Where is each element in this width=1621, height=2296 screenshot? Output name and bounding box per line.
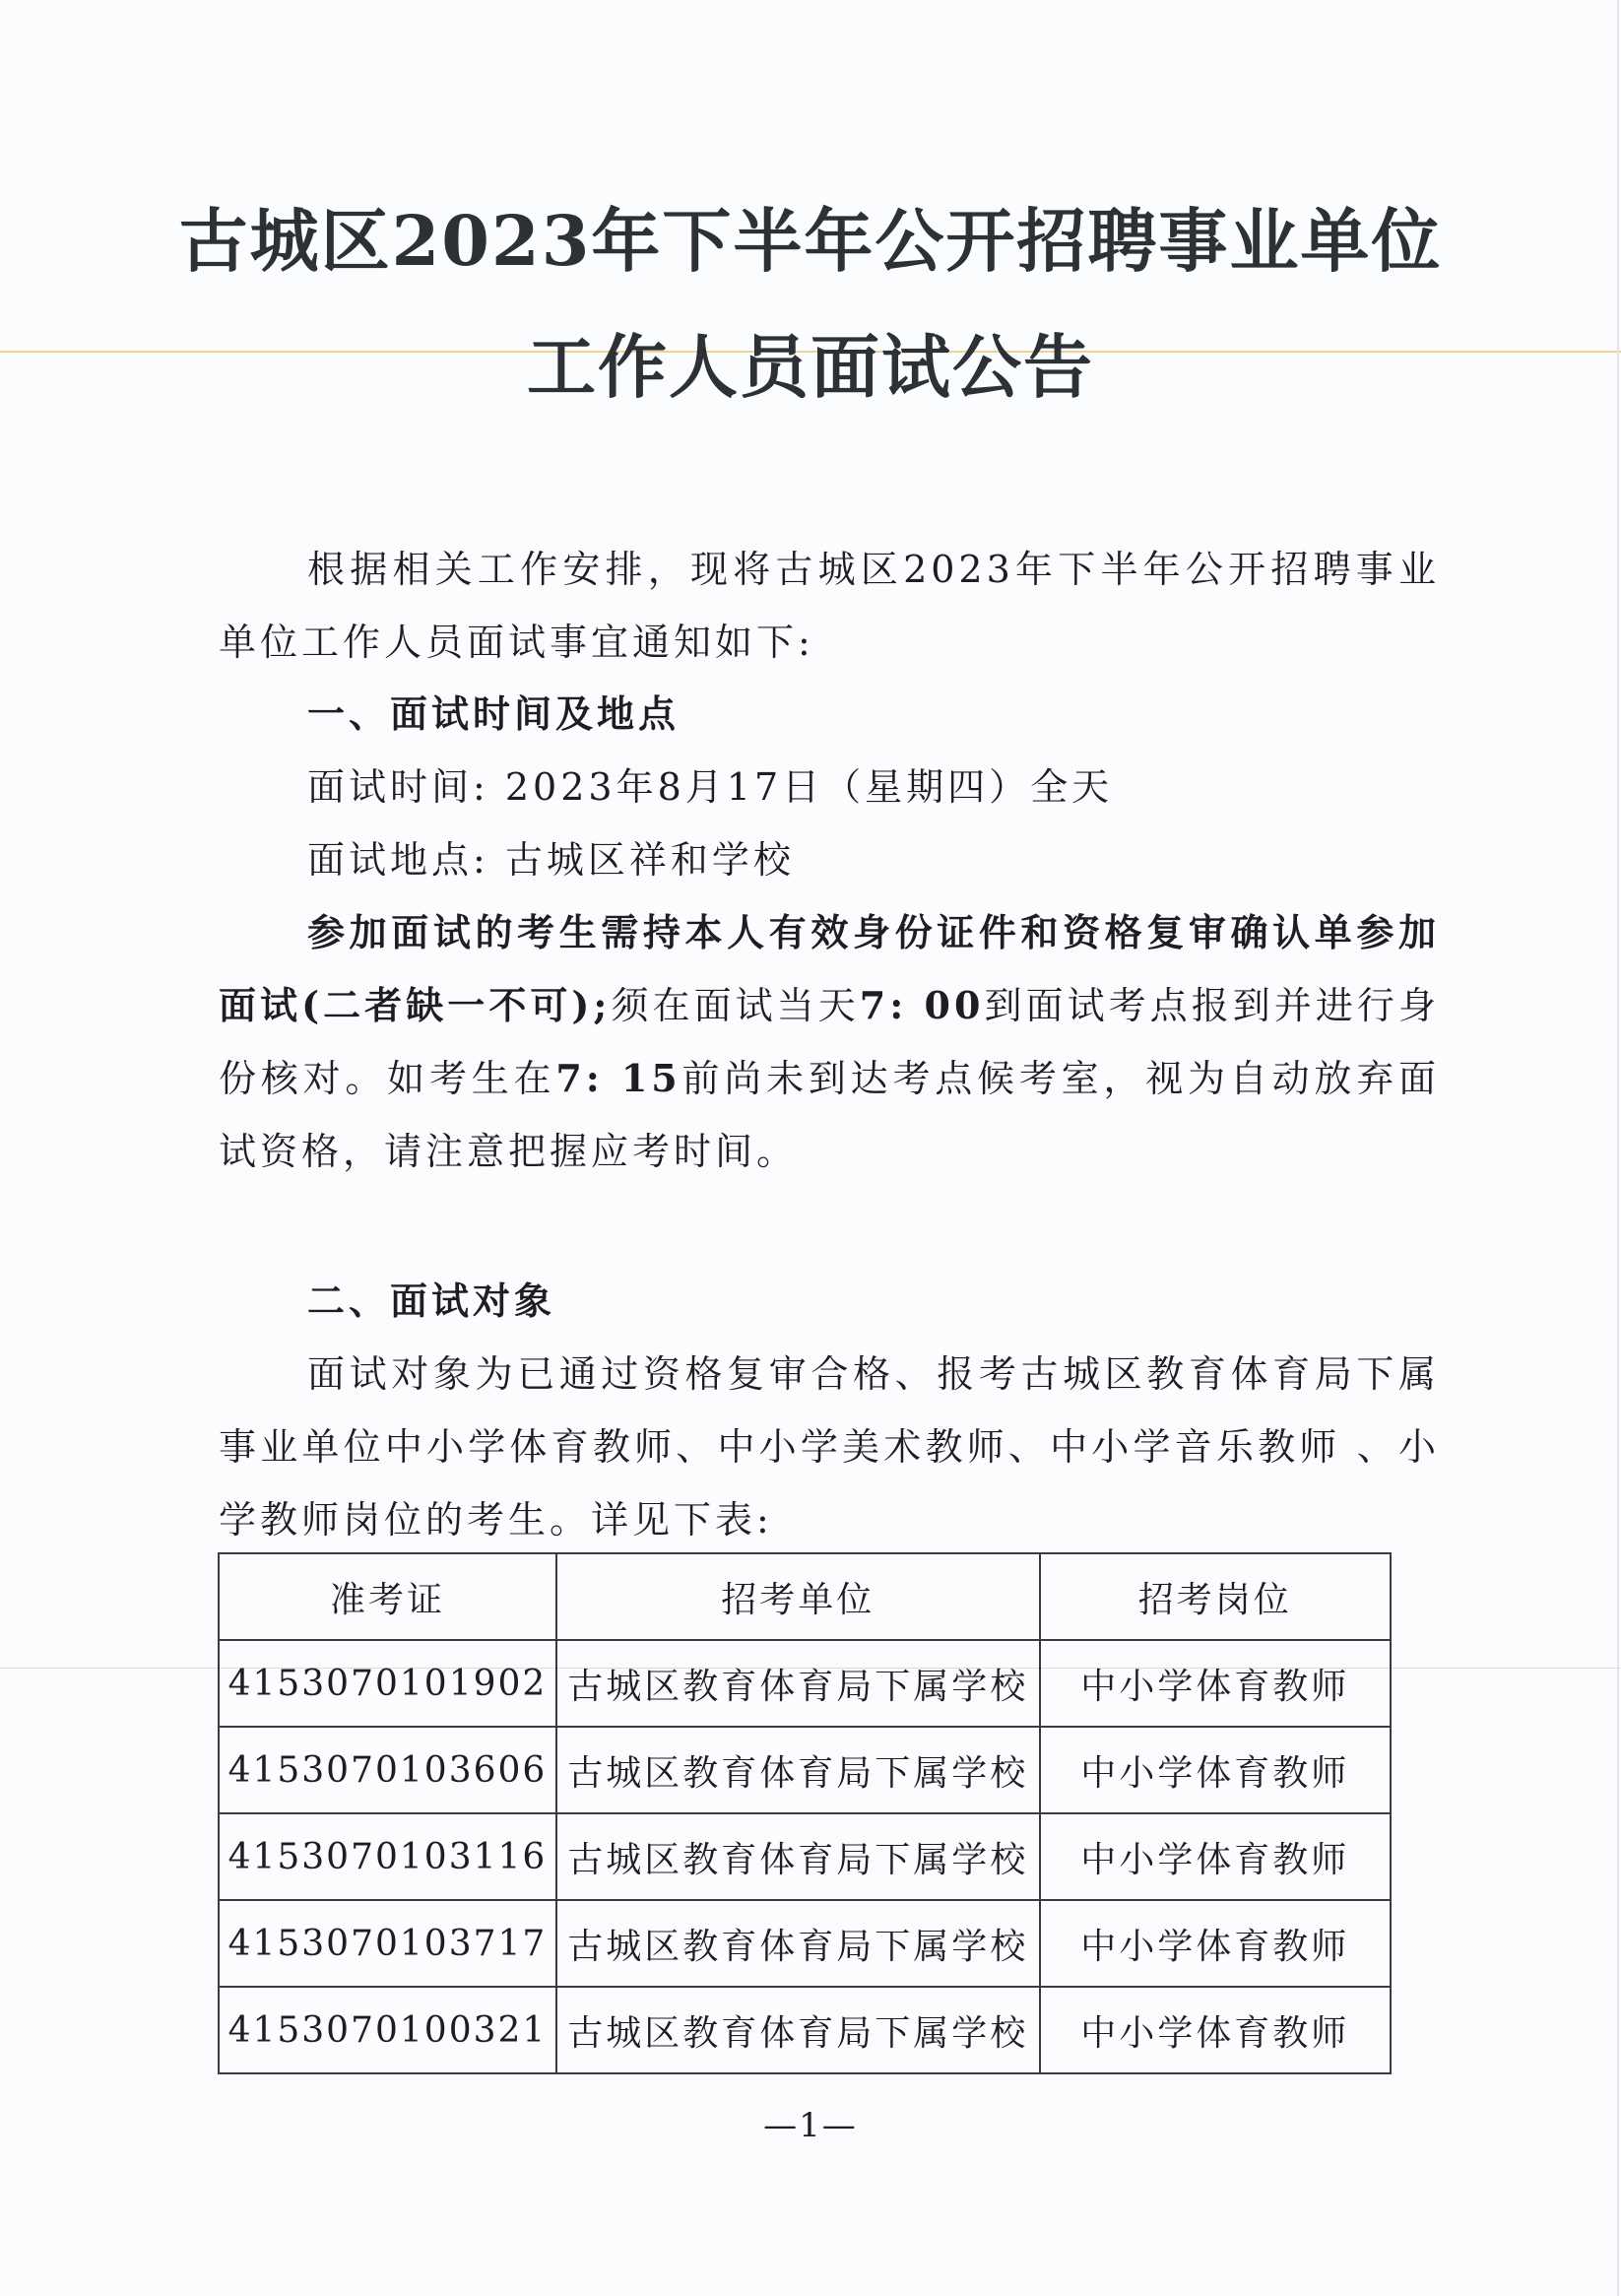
table-row — [219, 1727, 1391, 1813]
position-cell: 中小学体育教师 — [1040, 1813, 1391, 1900]
position-cell: 中小学体育教师 — [1040, 1727, 1391, 1813]
notice-text: 须在面试当天 — [611, 984, 860, 1027]
ticket-number-cell: 4153070103606 — [219, 1727, 556, 1813]
table-row — [219, 1987, 1391, 2073]
position-cell: 中小学体育教师 — [1040, 1900, 1391, 1987]
page-number: —1— — [763, 2106, 858, 2145]
ticket-number-cell: 4153070101902 — [219, 1640, 556, 1727]
section-2-body: 面试对象为已通过资格复审合格、报考古城区教育体育局下属事业单位中小学体育教师、中小学美术教师、中小学音乐教师 、小学教师岗位的考生。详见下表: — [219, 1352, 1440, 1542]
table-header-row — [219, 1553, 1391, 1640]
section-1-heading: 一、面试时间及地点 — [307, 692, 681, 736]
notice-bold-text: 参加面试的考生需持本人有效身份证件和资格复审确认单参加面试(二者缺一不可); — [219, 910, 1440, 1027]
column-header-position: 招考岗位 — [1040, 1553, 1391, 1640]
notice-text: 到面试考点报到并进行身份核对。如考生在 — [219, 984, 1440, 1100]
deadline-time: 7: 15 — [555, 1056, 681, 1100]
position-cell: 中小学体育教师 — [1040, 1987, 1391, 2073]
unit-cell: 古城区教育体育局下属学校 — [556, 1640, 1040, 1727]
unit-cell: 古城区教育体育局下属学校 — [556, 1727, 1040, 1813]
table-row — [219, 1813, 1391, 1900]
interview-time: 面试时间: 2023年8月17日（星期四）全天 — [307, 765, 1114, 809]
unit-cell: 古城区教育体育局下属学校 — [556, 1900, 1040, 1987]
attendance-notice — [219, 896, 1440, 1188]
notice-text: 前尚未到达考点候考室，视为自动放弃面试资格，请注意把握应考时间。 — [219, 1057, 1440, 1173]
intro-paragraph: 根据相关工作安排，现将古城区2023年下半年公开招聘事业单位工作人员面试事宜通知如下: — [219, 548, 1440, 664]
document-title-line-1: 古城区2023年下半年公开招聘事业单位 — [178, 200, 1443, 282]
unit-cell: 古城区教育体育局下属学校 — [556, 1987, 1040, 2073]
section-2-heading: 二、面试对象 — [307, 1279, 556, 1323]
ticket-number-cell: 4153070100321 — [219, 1987, 556, 2073]
column-header-unit: 招考单位 — [556, 1553, 1040, 1640]
document-title-line-2: 工作人员面试公告 — [527, 326, 1094, 408]
report-time: 7: 00 — [859, 983, 985, 1027]
ticket-number-cell: 4153070103717 — [219, 1900, 556, 1987]
interview-place: 面试地点: 古城区祥和学校 — [307, 838, 795, 882]
candidate-table — [218, 1552, 1392, 2074]
table-row — [219, 1900, 1391, 1987]
unit-cell: 古城区教育体育局下属学校 — [556, 1813, 1040, 1900]
table-row — [219, 1640, 1391, 1727]
ticket-number-cell: 4153070103116 — [219, 1813, 556, 1900]
position-cell: 中小学体育教师 — [1040, 1640, 1391, 1727]
column-header-ticket: 准考证 — [219, 1553, 556, 1640]
